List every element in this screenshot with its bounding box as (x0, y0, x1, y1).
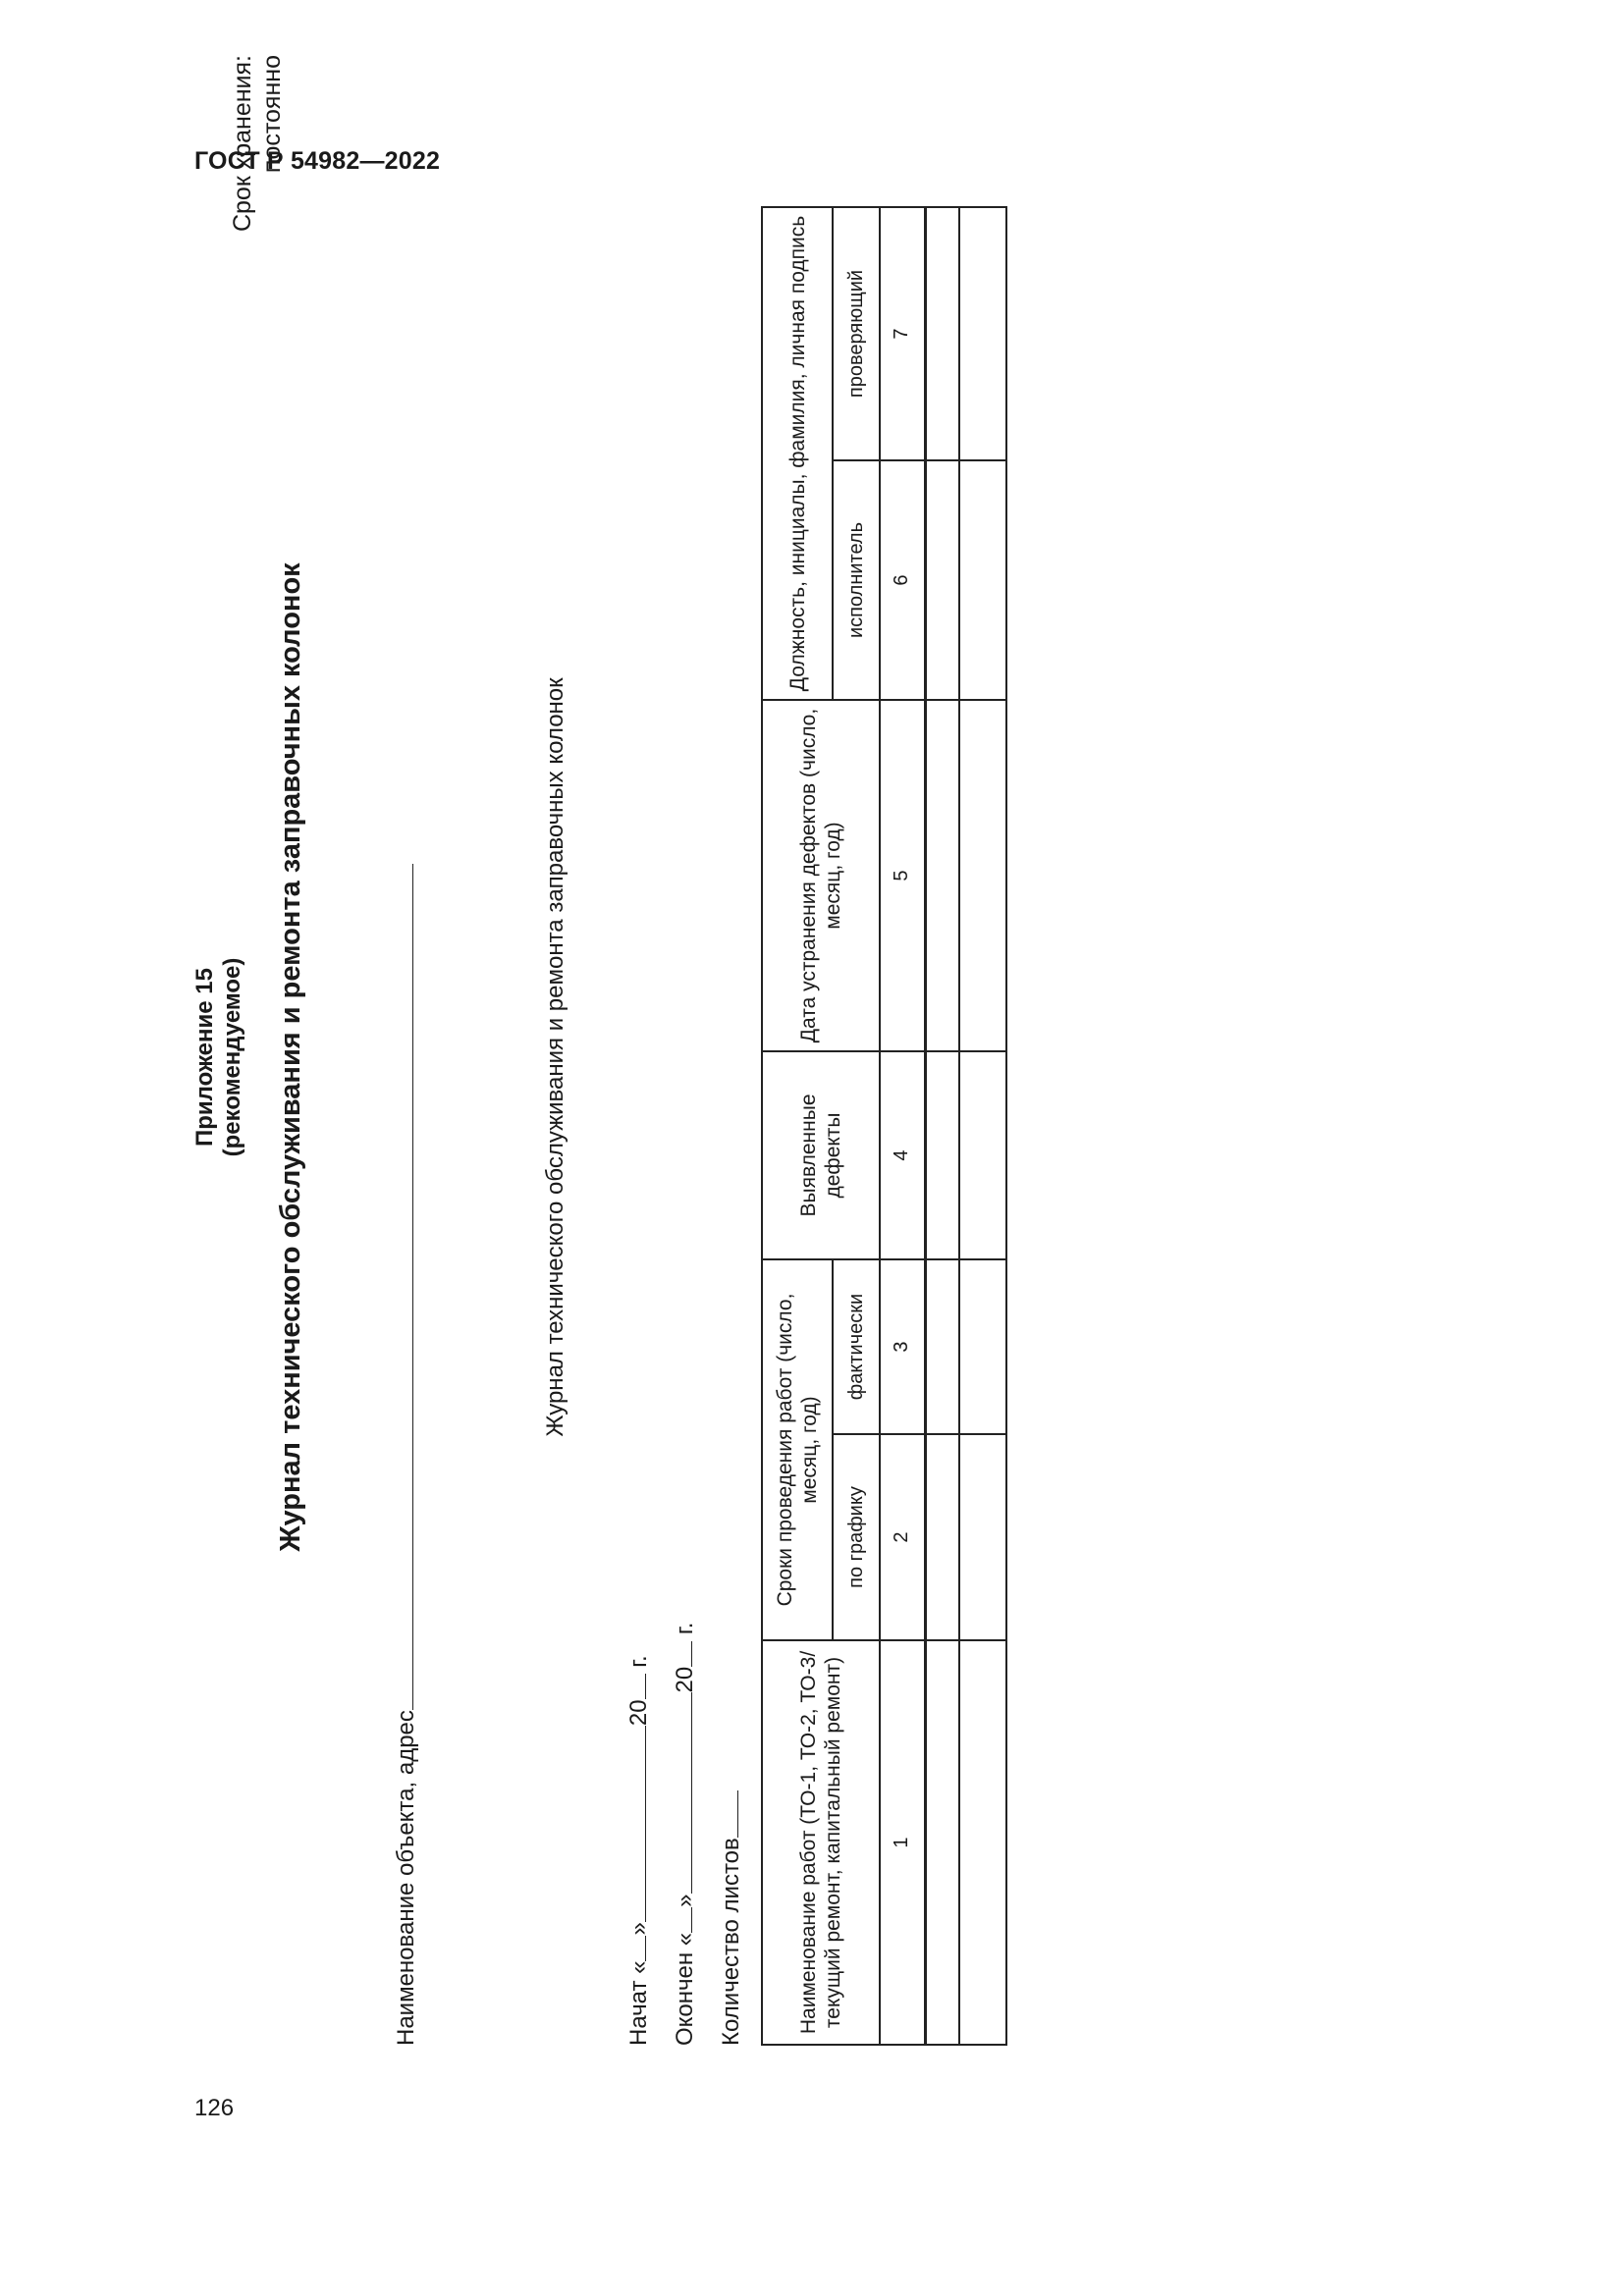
document-header: ГОСТ Р 54982—2022 (194, 147, 441, 175)
rotated-form (177, 18, 1188, 2097)
table-cell (959, 1434, 1006, 1640)
object-name-field (391, 864, 420, 2046)
column-number: 5 (880, 700, 925, 1051)
table-cell (925, 1640, 959, 2045)
storage-value: постоянно (258, 55, 286, 174)
table-cell (959, 700, 1006, 1051)
table-cell (925, 1434, 959, 1640)
ended-field (670, 1623, 699, 2046)
started-label: Начат « (625, 1960, 652, 2046)
table-cell (925, 207, 959, 460)
table-cell (959, 1259, 1006, 1434)
started-year: 20 (625, 1699, 652, 1727)
column-number: 2 (880, 1434, 925, 1640)
journal-subtitle: Журнал технического обслуживания и ремонта заправочных колонок (542, 677, 568, 1437)
appendix-type: (рекомендуемое) (219, 957, 245, 1157)
header-scheduled: по графику (833, 1434, 880, 1640)
column-number: 4 (880, 1051, 925, 1259)
table-row (925, 207, 959, 2045)
ended-month-blank (670, 1692, 692, 1894)
ended-day-blank (670, 1907, 692, 1933)
header-inspector: проверяющий (833, 207, 880, 460)
header-defects: Выявленные дефекты (762, 1051, 880, 1259)
table-row (959, 207, 1006, 2045)
table-cell (925, 1051, 959, 1259)
header-actual: фактически (833, 1259, 880, 1434)
header-fix-date: Дата устранения дефектов (число, месяц, год) (762, 700, 880, 1051)
ended-year: 20 (672, 1666, 698, 1693)
ended-year-blank (670, 1641, 692, 1667)
journal-table (761, 206, 1007, 2046)
object-name-blank (391, 864, 413, 1710)
storage-label: Срок хранения: (229, 55, 256, 233)
appendix-heading (177, 18, 246, 2097)
header-row (762, 207, 833, 2045)
sheet-count-label: Количество листов (718, 1838, 744, 2046)
table-cell (959, 207, 1006, 460)
column-number: 6 (880, 460, 925, 700)
page-number: 126 (194, 2095, 235, 2121)
table-cell (959, 460, 1006, 700)
page-title: Журнал технического обслуживания и ремонта заправочных колонок (275, 562, 306, 1552)
table-cell (925, 460, 959, 700)
header-work-name: Наименование работ (ТО-1, ТО-2, ТО-3/текущий ремонт, капитальный ремонт) (762, 1640, 880, 2045)
object-name-label: Наименование объекта, адрес (393, 1710, 419, 2046)
header-persons: Должность, инициалы, фамилия, личная подпись (762, 207, 833, 700)
started-month-blank (623, 1726, 646, 1922)
ended-label: Окончен « (672, 1932, 698, 2046)
header-work-dates: Сроки проведения работ (число, месяц, год) (762, 1259, 833, 1640)
table-cell (925, 1259, 959, 1434)
started-field (623, 1655, 653, 2046)
started-suffix: г. (625, 1655, 652, 1668)
table-cell (959, 1640, 1006, 2045)
started-year-blank (623, 1674, 646, 1699)
header-performer: исполнитель (833, 460, 880, 700)
column-number: 1 (880, 1640, 925, 2045)
table-cell (959, 1051, 1006, 1259)
sheet-count-blank (716, 1790, 738, 1838)
column-numbers-row (880, 207, 925, 2045)
sheet-count-field (716, 1790, 745, 2046)
table-cell (925, 700, 959, 1051)
column-number: 7 (880, 207, 925, 460)
appendix-title: Приложение 15 (191, 968, 218, 1147)
ended-suffix: г. (672, 1622, 698, 1635)
column-number: 3 (880, 1259, 925, 1434)
started-day-blank (623, 1936, 646, 1961)
started-mid: » (625, 1922, 652, 1936)
ended-mid: » (672, 1894, 698, 1907)
